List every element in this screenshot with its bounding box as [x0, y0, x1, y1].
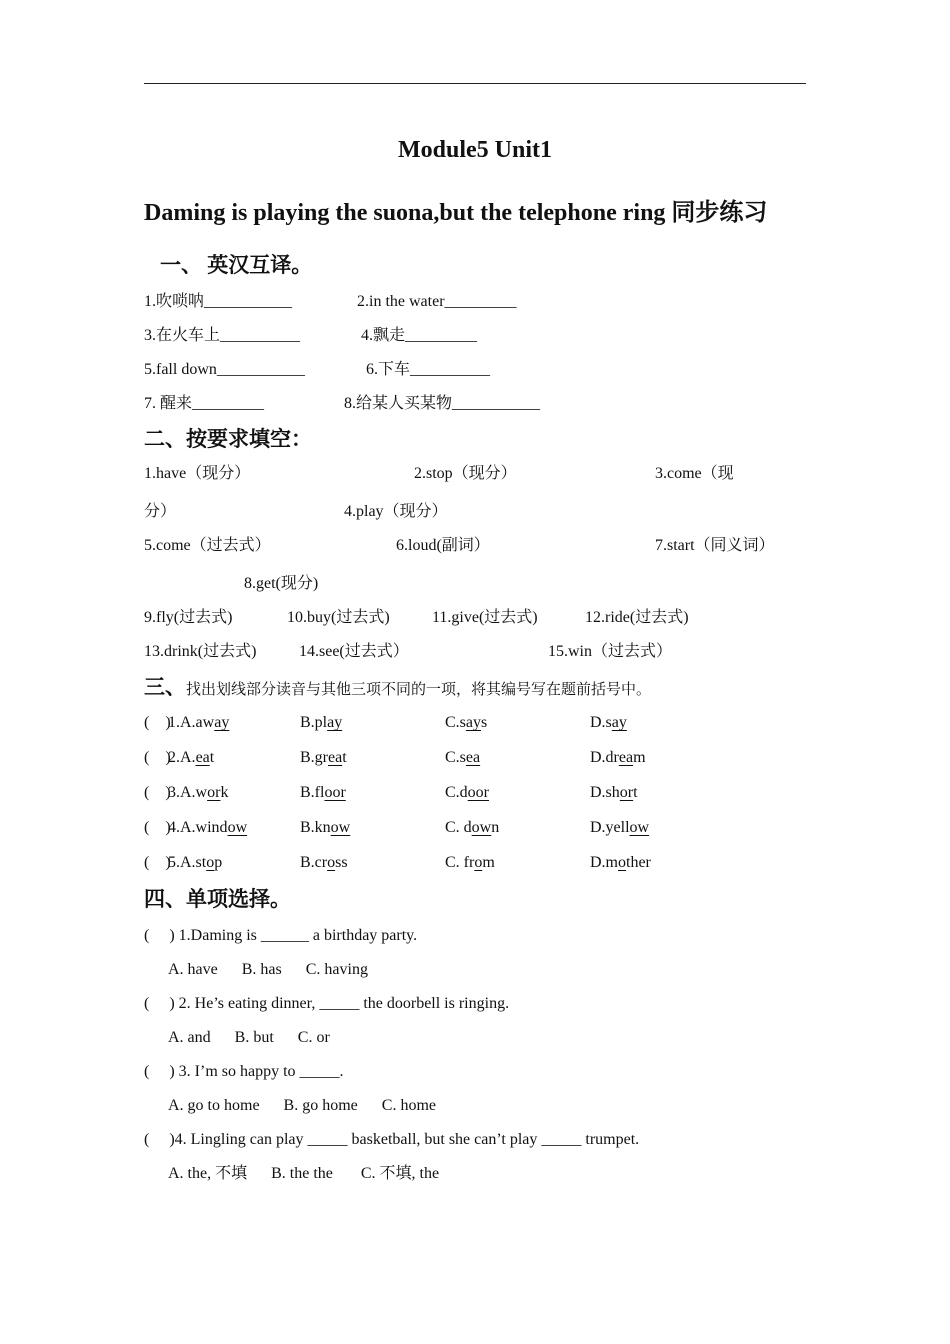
phonics-option [180, 713, 229, 733]
section1-heading: 一、 英汉互译。 [160, 253, 313, 277]
underlined-sound: ea [195, 749, 210, 766]
option-prefix: A.wind [180, 819, 228, 836]
underlined-sound: oor [324, 784, 346, 801]
phonics-option [445, 853, 495, 873]
s1-item: 4.飘走_________ [361, 327, 478, 344]
header-rule [144, 83, 806, 84]
option-suffix: m [633, 749, 646, 766]
phonics-option [300, 818, 350, 838]
page-title: Module5 Unit1 [397, 137, 552, 163]
phonics-option [590, 853, 651, 873]
phonics-option [300, 713, 342, 733]
s2-item: 4.play（现分） [344, 503, 448, 520]
answer-bracket: ( ) [144, 749, 171, 766]
underlined-sound: o [474, 854, 483, 871]
underlined-sound: or [207, 784, 221, 801]
s2-item: 1.have（现分） [144, 465, 251, 482]
underlined-sound: or [619, 784, 634, 801]
s1-item: 6.下车__________ [366, 361, 491, 378]
question-stem: ( ) 1.Daming is ______ a birthday party. [144, 927, 418, 944]
question-number: 1. [168, 714, 180, 731]
phonics-option [590, 783, 638, 803]
answer-bracket: ( ) [144, 854, 171, 871]
s1-item: 7. 醒来_________ [144, 395, 265, 412]
option-prefix: B.cr [300, 854, 328, 871]
phonics-option [590, 713, 627, 733]
option-prefix: D.yell [590, 819, 630, 836]
option-prefix: A. [180, 749, 196, 766]
underlined-sound: ay [214, 714, 230, 731]
option-suffix: t [633, 784, 638, 801]
question-stem: ( ) 2. He’s eating dinner, _____ the doorbell is ringing. [144, 995, 510, 1012]
underlined-sound: ow [330, 819, 351, 836]
option-suffix: m [482, 854, 495, 871]
s1-item: 1.吹唢呐___________ [144, 293, 293, 310]
answer-bracket: ( ) [144, 784, 171, 801]
s2-item: 13.drink(过去式) [144, 643, 257, 660]
answer-bracket: ( ) [144, 714, 171, 731]
s1-item: 8.给某人买某物___________ [344, 395, 541, 412]
underlined-sound: o [206, 854, 215, 871]
option-prefix: D.sh [590, 784, 620, 801]
option-suffix: k [220, 784, 229, 801]
option-prefix: D.m [590, 854, 618, 871]
underlined-sound: ea [328, 749, 343, 766]
question-options: A. the, 不填 B. the the C. 不填, the [168, 1165, 440, 1182]
phonics-option [445, 818, 499, 838]
question-options: A. have B. has C. having [168, 961, 368, 978]
underlined-sound: o [327, 854, 336, 871]
s2-item: 11.give(过去式) [432, 609, 538, 626]
phonics-option [445, 783, 489, 803]
question-number: 2. [168, 749, 180, 766]
answer-bracket: ( ) [144, 819, 171, 836]
s2-item: 7.start（同义词） [655, 537, 775, 554]
phonics-option [180, 748, 214, 768]
s2-item: 15.win（过去式） [548, 643, 673, 660]
underlined-sound: ea [618, 749, 634, 766]
s2-item: 8.get(现分) [244, 575, 319, 592]
section2-heading: 二、按要求填空： [144, 427, 312, 451]
s2-item: 3.come（现 [655, 465, 734, 482]
option-prefix: B.gr [300, 749, 328, 766]
underlined-sound: ay [465, 714, 482, 731]
option-prefix: C.d [445, 784, 468, 801]
s2-item: 9.fly(过去式) [144, 609, 233, 626]
option-suffix: t [342, 749, 347, 766]
s2-item: 14.see(过去式） [299, 643, 409, 660]
phonics-option [300, 853, 348, 873]
question-stem: ( ) 3. I’m so happy to _____. [144, 1063, 344, 1080]
underlined-sound: ow [227, 819, 248, 836]
underlined-sound: oor [467, 784, 489, 801]
option-prefix: B.fl [300, 784, 325, 801]
option-prefix: B.pl [300, 714, 328, 731]
underlined-sound: ea [465, 749, 481, 766]
question-options: A. and B. but C. or [168, 1029, 330, 1046]
option-prefix: D.dr [590, 749, 619, 766]
phonics-option [445, 713, 487, 733]
phonics-option [180, 853, 222, 873]
s2-item: 12.ride(过去式) [585, 609, 689, 626]
option-prefix: C.s [445, 714, 466, 731]
option-suffix: s [481, 714, 488, 731]
option-suffix: n [491, 819, 500, 836]
option-suffix: p [214, 854, 223, 871]
page-subtitle: Daming is playing the suona,but the telephone ring 同步练习 [144, 200, 768, 226]
phonics-option [180, 783, 228, 803]
question-number: 4. [168, 819, 180, 836]
option-prefix: A.w [180, 784, 208, 801]
option-suffix: ss [335, 854, 348, 871]
underlined-sound: ow [471, 819, 492, 836]
option-prefix: C.s [445, 749, 466, 766]
section3-instruction: 找出划线部分读音与其他三项不同的一项，将其编号写在题前括号中。 [186, 682, 652, 698]
section3-number: 三、 [144, 675, 186, 699]
underlined-sound: ay [611, 714, 627, 731]
option-prefix: A.st [180, 854, 207, 871]
option-prefix: C. fr [445, 854, 475, 871]
question-number: 5. [168, 854, 180, 871]
option-prefix: D.s [590, 714, 612, 731]
s2-item: 6.loud(副词） [396, 537, 490, 554]
underlined-sound: o [618, 854, 626, 871]
phonics-option [300, 783, 346, 803]
section3-heading [144, 674, 651, 703]
phonics-option [445, 748, 480, 768]
s1-item: 2.in the water_________ [357, 293, 517, 310]
s1-item: 5.fall down___________ [144, 361, 305, 378]
option-prefix: B.kn [300, 819, 331, 836]
underlined-sound: ow [629, 819, 650, 836]
option-prefix: A.aw [180, 714, 215, 731]
question-options: A. go to home B. go home C. home [168, 1097, 436, 1114]
phonics-option [300, 748, 347, 768]
section4-heading: 四、单项选择。 [144, 887, 291, 911]
s2-item: 2.stop（现分） [414, 465, 517, 482]
phonics-option [180, 818, 247, 838]
question-stem: ( )4. Lingling can play _____ basketball, but she can’t play _____ trumpet. [144, 1131, 640, 1148]
s1-item: 3.在火车上__________ [144, 327, 301, 344]
s2-item: 5.come（过去式） [144, 537, 271, 554]
s2-item: 分） [144, 503, 177, 520]
option-suffix: ther [626, 854, 651, 871]
s2-item: 10.buy(过去式) [287, 609, 390, 626]
option-prefix: C. d [445, 819, 472, 836]
phonics-option [590, 818, 649, 838]
option-suffix: t [209, 749, 215, 766]
question-number: 3. [168, 784, 180, 801]
underlined-sound: ay [327, 714, 343, 731]
phonics-option [590, 748, 646, 768]
